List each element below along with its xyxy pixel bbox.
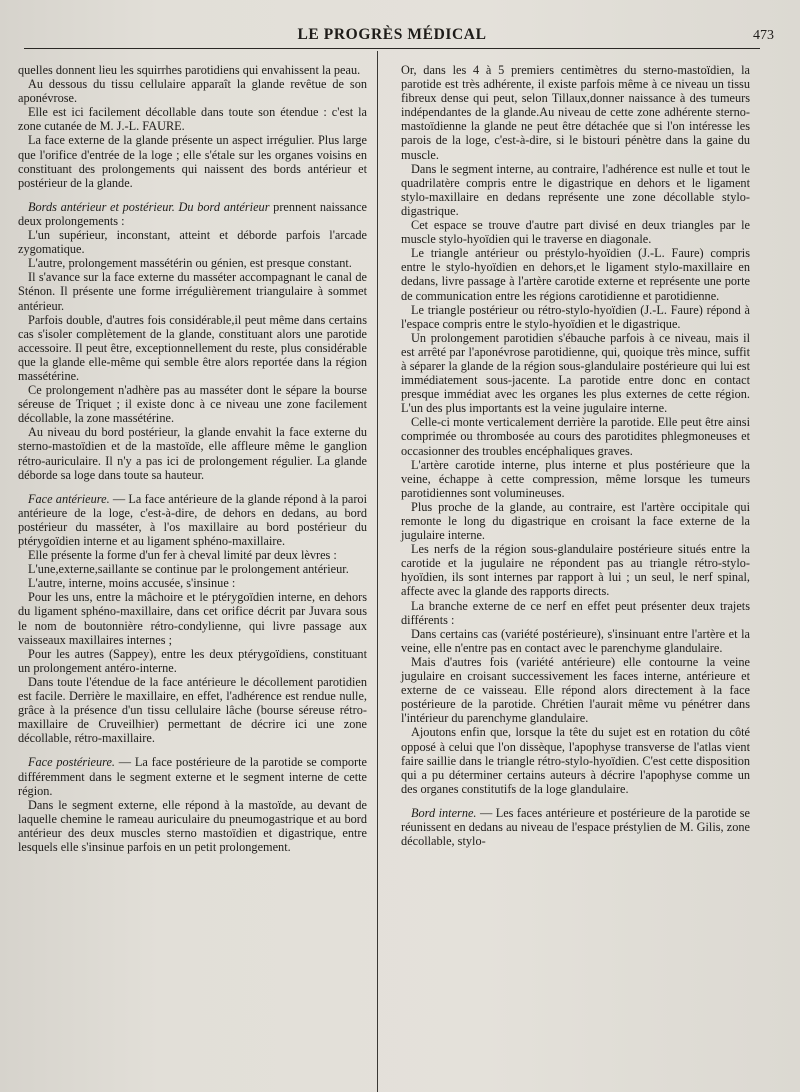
paragraph bbox=[18, 798, 367, 854]
paragraph-text: Celle-ci monte verticalement derrière la parotide. Elle peut être ainsi comprimée ou thrombosée au cours des parotidites phlegmoneuses et occasionner des troubles encéphaliques graves. bbox=[401, 415, 750, 458]
paragraph bbox=[401, 246, 750, 302]
paragraph bbox=[401, 655, 750, 725]
paragraph-text: Ajoutons enfin que, lorsque la tête du sujet est en rotation du côté opposé à celui que l'on dissèque, l'apophyse transverse de l'atlas vient faire saillie dans le triangle rétro-stylo-hyoïdien. C'est cette disposition qui a pu déterminer certains auteurs à décrire l'apophyse comme un des organes constitutifs de la loge glandulaire. bbox=[401, 725, 750, 796]
paragraph bbox=[18, 576, 367, 590]
paragraph bbox=[18, 133, 367, 189]
paragraph bbox=[18, 548, 367, 562]
paragraph-text: Or, dans les 4 à 5 premiers centimètres du sterno-mastoïdien, la parotide est très adhérente, il existe parfois même à ce niveau un tissu fibreux dense qui peut, selon Tillaux,donner naissance à des tumeurs indépendantes de la glande.Au niveau de cette zone adhérente sterno-mastoïdienne la glande ne peut être détachée que si l'on intéresse les parois de la loge, c'est-à-dire, si le bistouri pénètre dans la gaine du muscle. bbox=[401, 63, 750, 162]
right-column bbox=[401, 63, 750, 854]
paragraph-text: quelles donnent lieu les squirrhes parotidiens qui envahissent la peau. bbox=[18, 63, 361, 77]
paragraph bbox=[18, 492, 367, 548]
paragraph bbox=[401, 627, 750, 655]
text-columns bbox=[18, 63, 760, 854]
paragraph bbox=[18, 200, 367, 228]
paragraph bbox=[401, 725, 750, 795]
paragraph bbox=[401, 806, 750, 848]
paragraph bbox=[18, 105, 367, 133]
paragraph-text: Elle est ici facilement décollable dans toute son étendue : c'est la zone cutanée de M. J.-L. FAURE. bbox=[18, 105, 367, 134]
paragraph bbox=[18, 256, 367, 270]
section-heading: Bord interne. bbox=[411, 805, 477, 820]
paragraph bbox=[401, 500, 750, 542]
paragraph bbox=[18, 755, 367, 797]
paragraph bbox=[401, 458, 750, 500]
paragraph-text: Dans le segment interne, au contraire, l'adhérence est nulle et tout le quadrilatère compris entre le digastrique en dehors et le ligament stylo-maxillaire en dedans représente une zone décollable stylo-digastrique. bbox=[401, 161, 750, 218]
paragraph-text: Dans le segment externe, elle répond à la mastoïde, au devant de laquelle chemine le rameau auriculaire du pneumogastrique et au bord antérieur des deux muscles sterno mastoïdien et digastrique, entre lesquels elle s'insinue parfois en un petit prolongement. bbox=[18, 797, 367, 854]
paragraph-text: Dans toute l'étendue de la face antérieure le décollement parotidien est facile. Derrière le maxillaire, en effet, l'adhérence est rendue nulle, grâce à la présence d'un tissu cellulaire lâche (bourse séreuse rétro-maxillaire de Cruveilhier) permettant de décrire ici une zone décollable, rétro-maxillaire. bbox=[18, 674, 367, 746]
paragraph bbox=[18, 675, 367, 745]
paragraph-text: Pour les autres (Sappey), entre les deux ptérygoïdiens, constituant un prolongement antéro-interne. bbox=[18, 646, 367, 675]
paragraph bbox=[401, 63, 750, 162]
paragraph-text: L'une,externe,saillante se continue par le prolongement antérieur. bbox=[28, 562, 349, 577]
paragraph-text: L'autre, interne, moins accusée, s'insinue : bbox=[28, 576, 236, 591]
paragraph bbox=[18, 270, 367, 312]
column-divider bbox=[377, 51, 378, 1092]
journal-title: LE PROGRÈS MÉDICAL bbox=[297, 26, 487, 43]
paragraph-text: L'autre, prolongement massétérin ou génien, est presque constant. bbox=[28, 256, 352, 271]
paragraph bbox=[401, 218, 750, 246]
paragraph-text: Dans certains cas (variété postérieure), s'insinuant entre l'artère et la veine, elle n'entre pas en contact avec le parenchyme glandulaire. bbox=[401, 626, 750, 655]
paragraph-text: prennent naissance deux prolongements : bbox=[18, 199, 367, 228]
paragraph-text: Les nerfs de la région sous-glandulaire postérieure situés entre la carotide et la jugulaire ne répondent pas au triangle rétro-stylo-hyoïdien, ils sont internes par rapport à lui ; un seul, le nerf spinal, affecte avec la glande des rapports directs. bbox=[401, 542, 750, 599]
paragraph-text: — La face antérieure de la glande répond à la paroi antérieure de la loge, c'est-à-dire, de dehors en dedans, au bord postérieur du masséter, à l'os maxillaire au bord postérieur du ptérygoïdien interne et au ligament sphéno-maxillaire. bbox=[18, 491, 367, 548]
paragraph bbox=[18, 425, 367, 481]
running-head bbox=[24, 22, 774, 49]
paragraph bbox=[18, 313, 367, 383]
paragraph-text: L'artère carotide interne, plus interne et plus postérieure que la veine, échappe à cette compression, même lorsque les tumeurs parotidiennes sont volumineuses. bbox=[401, 457, 750, 500]
paragraph bbox=[18, 647, 367, 675]
paragraph bbox=[18, 590, 367, 646]
paragraph-text: La branche externe de ce nerf en effet peut présenter deux trajets différents : bbox=[401, 598, 750, 627]
paragraph-text: Au dessous du tissu cellulaire apparaît la glande revêtue de son aponévrose. bbox=[18, 77, 367, 106]
paragraph-text: — Les faces antérieure et postérieure de la parotide se réunissent en dedans au niveau de l'espace préstylien de M. Gilis, zone décollable, stylo- bbox=[401, 805, 750, 849]
paragraph-text: La face externe de la glande présente un aspect irrégulier. Plus large que l'orifice d'entrée de la loge ; elle s'étale sur les organes voisins en constituant des prolongements qui naissent des bords antérieur et postérieur de la glande. bbox=[18, 133, 367, 190]
paragraph-text: L'un supérieur, inconstant, atteint et déborde parfois l'arcade zygomatique. bbox=[18, 228, 367, 257]
paragraph bbox=[401, 162, 750, 218]
left-column bbox=[18, 63, 367, 854]
paragraph bbox=[401, 303, 750, 331]
paragraph-text: Pour les uns, entre la mâchoire et le ptérygoïdien interne, en dehors du ligament sphéno-maxillaire, dans cet orifice décrit par Juvara sous le nom de boutonnière rétro-condylienne, qui livre passage aux vaisseaux maxillaires internes ; bbox=[18, 590, 367, 647]
paragraph-text: Cet espace se trouve d'autre part divisé en deux triangles par le muscle stylo-hyoïdien qui le traverse en diagonale. bbox=[401, 218, 750, 247]
paragraph bbox=[401, 331, 750, 416]
paragraph bbox=[18, 63, 367, 77]
paragraph-text: — La face postérieure de la parotide se comporte différemment dans le segment externe et le segment interne de cette région. bbox=[18, 755, 367, 798]
paragraph bbox=[401, 599, 750, 627]
paragraph-text: Le triangle postérieur ou rétro-stylo-hyoïdien (J.-L. Faure) répond à l'espace compris entre le stylo-hyoïdien et le digastrique. bbox=[401, 302, 750, 331]
paragraph-text: Un prolongement parotidien s'ébauche parfois à ce niveau, mais il est arrêté par l'aponévrose parotidienne, qui, quoique très mince, suffit à séparer la glande de la région sous-glandulaire postérieure qui lui est immédiatement sous-jacente. La parotide entre donc en contact presque immédiat avec les organes les plus externes de cette région. L'un des plus importants est la veine jugulaire interne. bbox=[401, 330, 750, 416]
section-heading: Face postérieure. bbox=[28, 755, 115, 770]
section-heading: Bords antérieur et postérieur. Du bord antérieur bbox=[28, 199, 270, 214]
paragraph bbox=[18, 383, 367, 425]
paragraph-text: Elle présente la forme d'un fer à cheval limité par deux lèvres : bbox=[28, 548, 337, 563]
paragraph-text: Au niveau du bord postérieur, la glande envahit la face externe du sterno-mastoïdien et de la mastoïde, elle affleure même le ganglion rétro-auriculaire. Il n'y a pas ici de prolongement régulier. La glande déborde sa loge dans toute sa hauteur. bbox=[18, 425, 367, 482]
paragraph bbox=[401, 542, 750, 598]
section-heading: Face antérieure. bbox=[28, 491, 110, 506]
paragraph-text: Le triangle antérieur ou préstylo-hyoïdien (J.-L. Faure) compris entre le stylo-hyoïdien en dehors,et le ligament stylo-maxillaire en dedans, livre passage à l'artère carotide externe et représente une porte de communication entre les régions carotidienne et parotidienne. bbox=[401, 246, 750, 303]
paragraph bbox=[401, 415, 750, 457]
paragraph-text: Ce prolongement n'adhère pas au masséter dont le sépare la bourse séreuse de Triquet ; il existe donc à ce niveau une zone facilement décollable, la zone massétérine. bbox=[18, 383, 367, 426]
paragraph-text: Il s'avance sur la face externe du masséter accompagnant le canal de Sténon. Il présente une forme irrégulièrement triangulaire à sommet antérieur. bbox=[18, 270, 367, 313]
paragraph bbox=[18, 228, 367, 256]
paragraph-text: Parfois double, d'autres fois considérable,il peut même dans certains cas s'isoler complètement de la glande, constituant alors une parotide accessoire. Il peut être, exceptionnellement du reste, plus considérable que la glande elle-même qui semble être alors reportée dans la région massétérine. bbox=[18, 312, 367, 383]
paragraph-text: Plus proche de la glande, au contraire, est l'artère occipitale qui remonte le long du digastrique en croisant la face externe de la jugulaire interne. bbox=[401, 499, 750, 543]
paragraph bbox=[18, 77, 367, 105]
page-number: 473 bbox=[753, 28, 774, 43]
paragraph-text: Mais d'autres fois (variété antérieure) elle contourne la veine jugulaire en croisant successivement les faces interne, antérieure et externe de ce vaisseau. Elle répond alors directement à la face postérieure de la parotide. Chrétien l'aurait même vu pénétrer dans l'intérieur du parenchyme glandulaire. bbox=[401, 654, 750, 726]
paragraph bbox=[18, 562, 367, 576]
